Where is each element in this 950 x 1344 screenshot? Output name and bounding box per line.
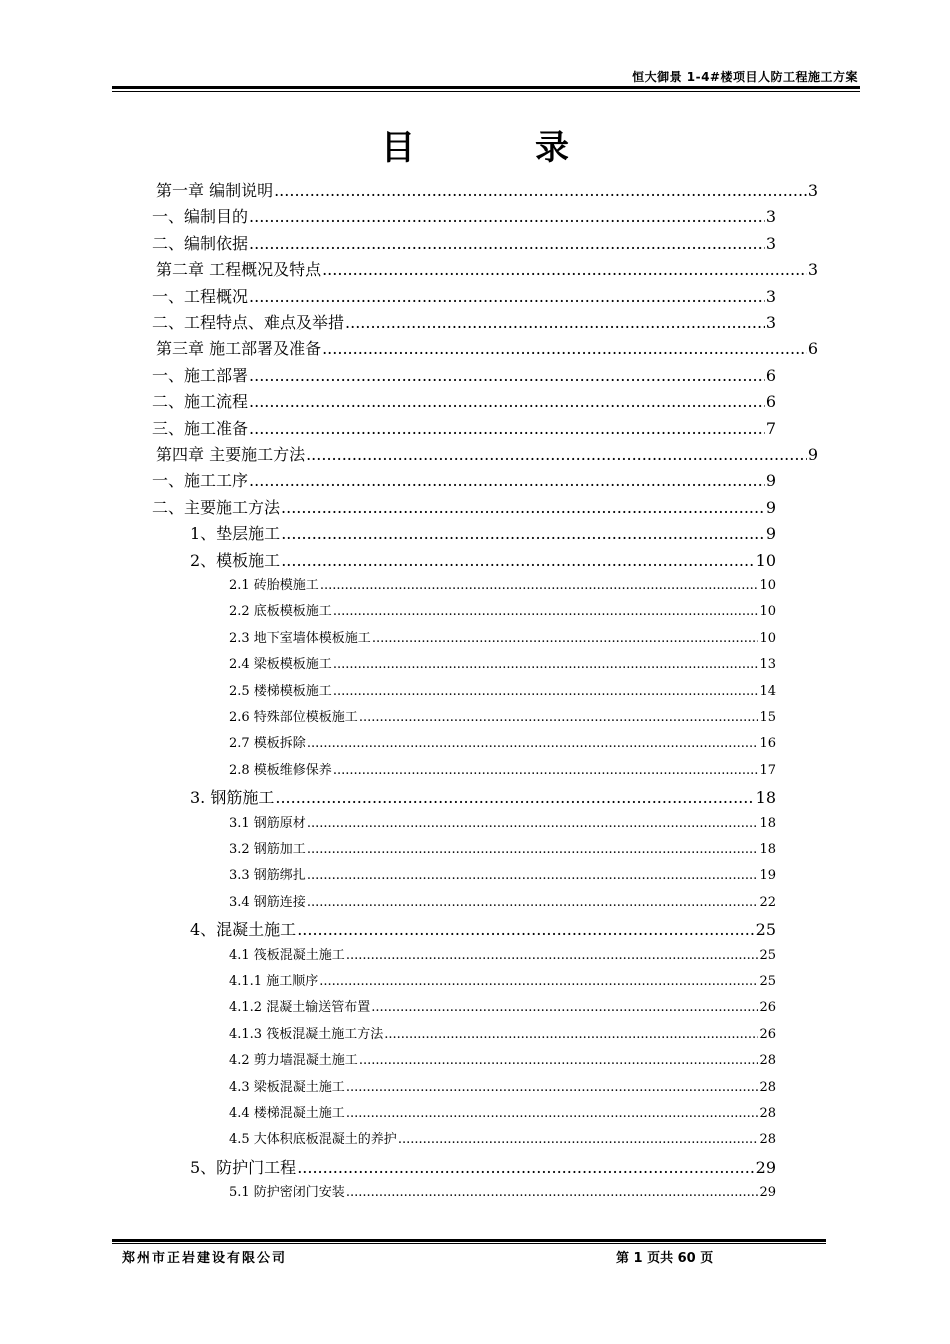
- toc-leader-dots: [372, 631, 759, 646]
- toc-entry-label: 2.3 地下室墙体模板施工: [229, 630, 371, 646]
- toc-entry-label: 一、工程概况: [152, 286, 249, 306]
- toc-entry-label: 5、防护门工程: [190, 1157, 297, 1177]
- toc-entry-page: 28: [759, 1053, 776, 1069]
- toc-entry-page: 29: [755, 1157, 776, 1177]
- toc-entry-label: 3.2 钢筋加工: [229, 842, 306, 857]
- toc-entry-label: 3. 钢筋施工: [190, 788, 275, 808]
- toc-entry-page: 10: [759, 604, 776, 620]
- toc-leader-dots: [307, 736, 759, 751]
- toc-leader-dots: [322, 339, 807, 358]
- toc-entry-label: 第三章 施工部署及准备: [156, 339, 322, 359]
- toc-leader-dots: [333, 684, 759, 699]
- toc-entry[interactable]: [229, 1023, 776, 1042]
- toc-entry-page: 6: [765, 365, 776, 385]
- toc-entry[interactable]: [229, 891, 776, 910]
- toc-entry-page: 3: [807, 181, 818, 200]
- toc-leader-dots: [346, 948, 759, 963]
- toc-entry-label: 第四章 主要施工方法: [156, 445, 306, 464]
- toc-entry[interactable]: [229, 1076, 776, 1095]
- toc-entry-label: 4.1 筏板混凝土施工: [229, 947, 345, 963]
- toc-entry-label: 1、垫层施工: [190, 524, 281, 544]
- toc-entry-page: 26: [759, 1000, 776, 1016]
- toc-entry[interactable]: [190, 521, 776, 544]
- toc-entry-label: 3.1 钢筋原材: [229, 815, 306, 831]
- toc-entry-label: 一、施工部署: [152, 365, 249, 385]
- toc-leader-dots: [359, 1053, 759, 1068]
- toc-leader-dots: [345, 313, 765, 332]
- toc-entry-page: 10: [755, 550, 776, 570]
- toc-entry-label: 第一章 编制说明: [156, 181, 274, 200]
- toc-leader-dots: [346, 1080, 759, 1095]
- toc-entry-page: 25: [759, 947, 776, 963]
- toc-entry[interactable]: [152, 284, 776, 307]
- toc-entry-page: 14: [759, 683, 776, 699]
- toc-entry-label: 4.2 剪力墙混凝土施工: [229, 1053, 358, 1069]
- toc-leader-dots: [249, 287, 765, 306]
- toc-leader-dots: [249, 419, 765, 438]
- toc-entry-page: 10: [759, 630, 776, 646]
- toc-entry[interactable]: [152, 204, 776, 227]
- toc-entry-page: 7: [765, 418, 776, 438]
- toc-entry-label: 2.2 底板模板施工: [229, 604, 332, 620]
- toc-leader-dots: [371, 1000, 758, 1015]
- toc-entry-page: 25: [759, 974, 776, 989]
- toc-entry-label: 4.3 梁板混凝土施工: [229, 1079, 345, 1095]
- toc-leader-dots: [319, 974, 758, 989]
- toc-entry[interactable]: [152, 363, 776, 386]
- toc-entry[interactable]: [229, 1128, 776, 1147]
- header-rule-thin: [112, 91, 860, 92]
- toc-leader-dots: [307, 816, 759, 831]
- toc-entry-page: 16: [759, 736, 776, 752]
- header-title: 恒大御景 1-4#楼项目人防工程施工方案: [632, 70, 858, 84]
- toc-title-right: 录: [535, 128, 569, 168]
- toc-entry[interactable]: [152, 495, 776, 518]
- toc-entry[interactable]: [190, 917, 776, 940]
- toc-leader-dots: [306, 445, 807, 464]
- toc-entry[interactable]: [156, 442, 818, 465]
- toc-leader-dots: [274, 181, 807, 200]
- toc-entry-page: 28: [759, 1106, 776, 1121]
- toc-title-left: 目: [381, 128, 415, 168]
- toc-leader-dots: [307, 842, 759, 857]
- toc-entry-label: 一、编制目的: [152, 207, 249, 227]
- toc-entry[interactable]: [152, 416, 776, 439]
- toc-entry[interactable]: [229, 1102, 776, 1121]
- toc-entry-label: 三、施工准备: [152, 418, 249, 438]
- toc-entry-page: 3: [765, 313, 776, 332]
- toc-entry-label: 3.3 钢筋绑扎: [229, 868, 306, 884]
- toc-entry[interactable]: [229, 996, 776, 1015]
- toc-entry-label: 2.1 砖胎模施工: [229, 578, 319, 593]
- toc-entry[interactable]: [229, 600, 776, 619]
- toc-entry-label: 二、主要施工方法: [152, 497, 281, 517]
- toc-leader-dots: [281, 524, 765, 543]
- toc-entry-label: 4、混凝土施工: [190, 920, 297, 940]
- toc-entry-page: 26: [759, 1026, 776, 1042]
- toc-entry[interactable]: [229, 653, 776, 672]
- toc-leader-dots: [398, 1132, 759, 1147]
- toc-leader-dots: [297, 920, 754, 939]
- toc-entry-label: 4.4 楼梯混凝土施工: [229, 1106, 345, 1121]
- toc-leader-dots: [333, 763, 759, 778]
- toc-entry-label: 一、施工工序: [152, 471, 249, 491]
- toc-leader-dots: [249, 471, 765, 490]
- footer-page-info: 第 1 页共 60 页: [616, 1251, 714, 1266]
- toc-leader-dots: [346, 1106, 759, 1121]
- toc-entry[interactable]: [152, 468, 776, 491]
- footer-rule-thin: [112, 1243, 826, 1244]
- toc-entry-page: 25: [755, 920, 776, 940]
- toc-leader-dots: [322, 260, 807, 279]
- toc-entry-page: 28: [759, 1132, 776, 1148]
- toc-entry-label: 2.8 模板维修保养: [229, 762, 332, 778]
- toc-entry-page: 3: [765, 207, 776, 227]
- toc-entry[interactable]: [229, 759, 776, 778]
- toc-entry-label: 第二章 工程概况及特点: [156, 260, 322, 280]
- toc-entry-page: 18: [759, 815, 776, 831]
- toc-entry[interactable]: [229, 1181, 776, 1200]
- toc-entry[interactable]: [229, 944, 776, 963]
- toc-entry[interactable]: [229, 812, 776, 831]
- toc-entry-label: 3.4 钢筋连接: [229, 894, 306, 910]
- toc-entry[interactable]: [229, 970, 776, 989]
- toc-leader-dots: [346, 1185, 759, 1200]
- toc-entry-label: 4.1.2 混凝土输送管布置: [229, 1000, 371, 1016]
- toc-entry-page: 9: [765, 471, 776, 491]
- toc-entry-page: 28: [759, 1079, 776, 1095]
- toc-leader-dots: [320, 578, 759, 593]
- toc-entry-label: 2.5 楼梯模板施工: [229, 683, 332, 699]
- toc-entry[interactable]: [152, 231, 776, 254]
- toc-entry-label: 4.1.1 施工顺序: [229, 974, 319, 989]
- toc-entry-page: 9: [765, 497, 776, 517]
- toc-entry-page: 3: [807, 260, 818, 280]
- toc-entry[interactable]: [229, 627, 776, 646]
- toc-leader-dots: [307, 895, 759, 910]
- toc-entry-label: 二、施工流程: [152, 392, 249, 412]
- toc-entry-label: 二、工程特点、难点及举措: [152, 313, 345, 332]
- toc-entry-page: 18: [759, 842, 776, 857]
- toc-entry[interactable]: [152, 310, 776, 333]
- toc-entry[interactable]: [229, 1049, 776, 1068]
- toc-leader-dots: [275, 788, 754, 807]
- toc-entry[interactable]: [190, 785, 776, 808]
- toc-entry-page: 15: [759, 710, 776, 725]
- toc-entry-label: 4.5 大体积底板混凝土的养护: [229, 1132, 397, 1148]
- toc-entry-label: 4.1.3 筏板混凝土施工方法: [229, 1026, 384, 1042]
- toc-leader-dots: [249, 234, 765, 253]
- toc-entry-page: 6: [807, 339, 818, 359]
- toc-leader-dots: [333, 604, 759, 619]
- toc-entry-page: 10: [759, 578, 776, 593]
- toc-leader-dots: [249, 366, 765, 385]
- toc-entry-page: 22: [759, 894, 776, 910]
- toc-entry-page: 3: [765, 233, 776, 253]
- toc-entry[interactable]: [190, 548, 776, 571]
- toc-leader-dots: [281, 498, 765, 517]
- toc-entry[interactable]: [229, 732, 776, 751]
- toc-entry-label: 二、编制依据: [152, 233, 249, 253]
- toc-entry[interactable]: [152, 389, 776, 412]
- toc-entry-page: 17: [759, 762, 776, 778]
- footer-rule-thick: [112, 1239, 826, 1242]
- toc-entry-label: 2.7 模板拆除: [229, 736, 306, 752]
- toc-entry-page: 6: [765, 392, 776, 412]
- toc-entry-page: 9: [807, 445, 818, 464]
- toc-leader-dots: [249, 392, 765, 411]
- toc-leader-dots: [281, 551, 754, 570]
- toc-entry[interactable]: [229, 680, 776, 699]
- footer-company: 郑州市正岩建设有限公司: [122, 1251, 288, 1266]
- header-rule-thick: [112, 86, 860, 89]
- toc-entry[interactable]: [229, 864, 776, 883]
- toc-leader-dots: [384, 1027, 758, 1042]
- toc-leader-dots: [359, 710, 759, 725]
- toc-entry-page: 3: [765, 286, 776, 306]
- toc-entry-label: 2、模板施工: [190, 550, 281, 570]
- toc-leader-dots: [249, 207, 765, 226]
- toc-entry-page: 18: [755, 788, 776, 808]
- toc-entry[interactable]: [229, 838, 776, 857]
- toc-entry-page: 29: [759, 1185, 776, 1201]
- toc-entry[interactable]: [190, 1155, 776, 1178]
- toc-entry-page: 9: [765, 524, 776, 544]
- toc-entry-label: 2.6 特殊部位模板施工: [229, 710, 358, 725]
- toc-entry[interactable]: [156, 257, 818, 280]
- toc-title: [0, 120, 950, 169]
- toc-leader-dots: [307, 868, 759, 883]
- toc-leader-dots: [297, 1158, 754, 1177]
- toc-entry[interactable]: [156, 178, 818, 201]
- toc-entry-label: 2.4 梁板模板施工: [229, 657, 332, 673]
- toc-entry-label: 5.1 防护密闭门安装: [229, 1185, 345, 1201]
- toc-entry[interactable]: [156, 336, 818, 359]
- toc-entry-page: 13: [759, 657, 776, 673]
- toc-leader-dots: [333, 657, 759, 672]
- toc-entry-page: 19: [759, 868, 776, 884]
- toc-entry[interactable]: [229, 574, 776, 593]
- toc-entry[interactable]: [229, 706, 776, 725]
